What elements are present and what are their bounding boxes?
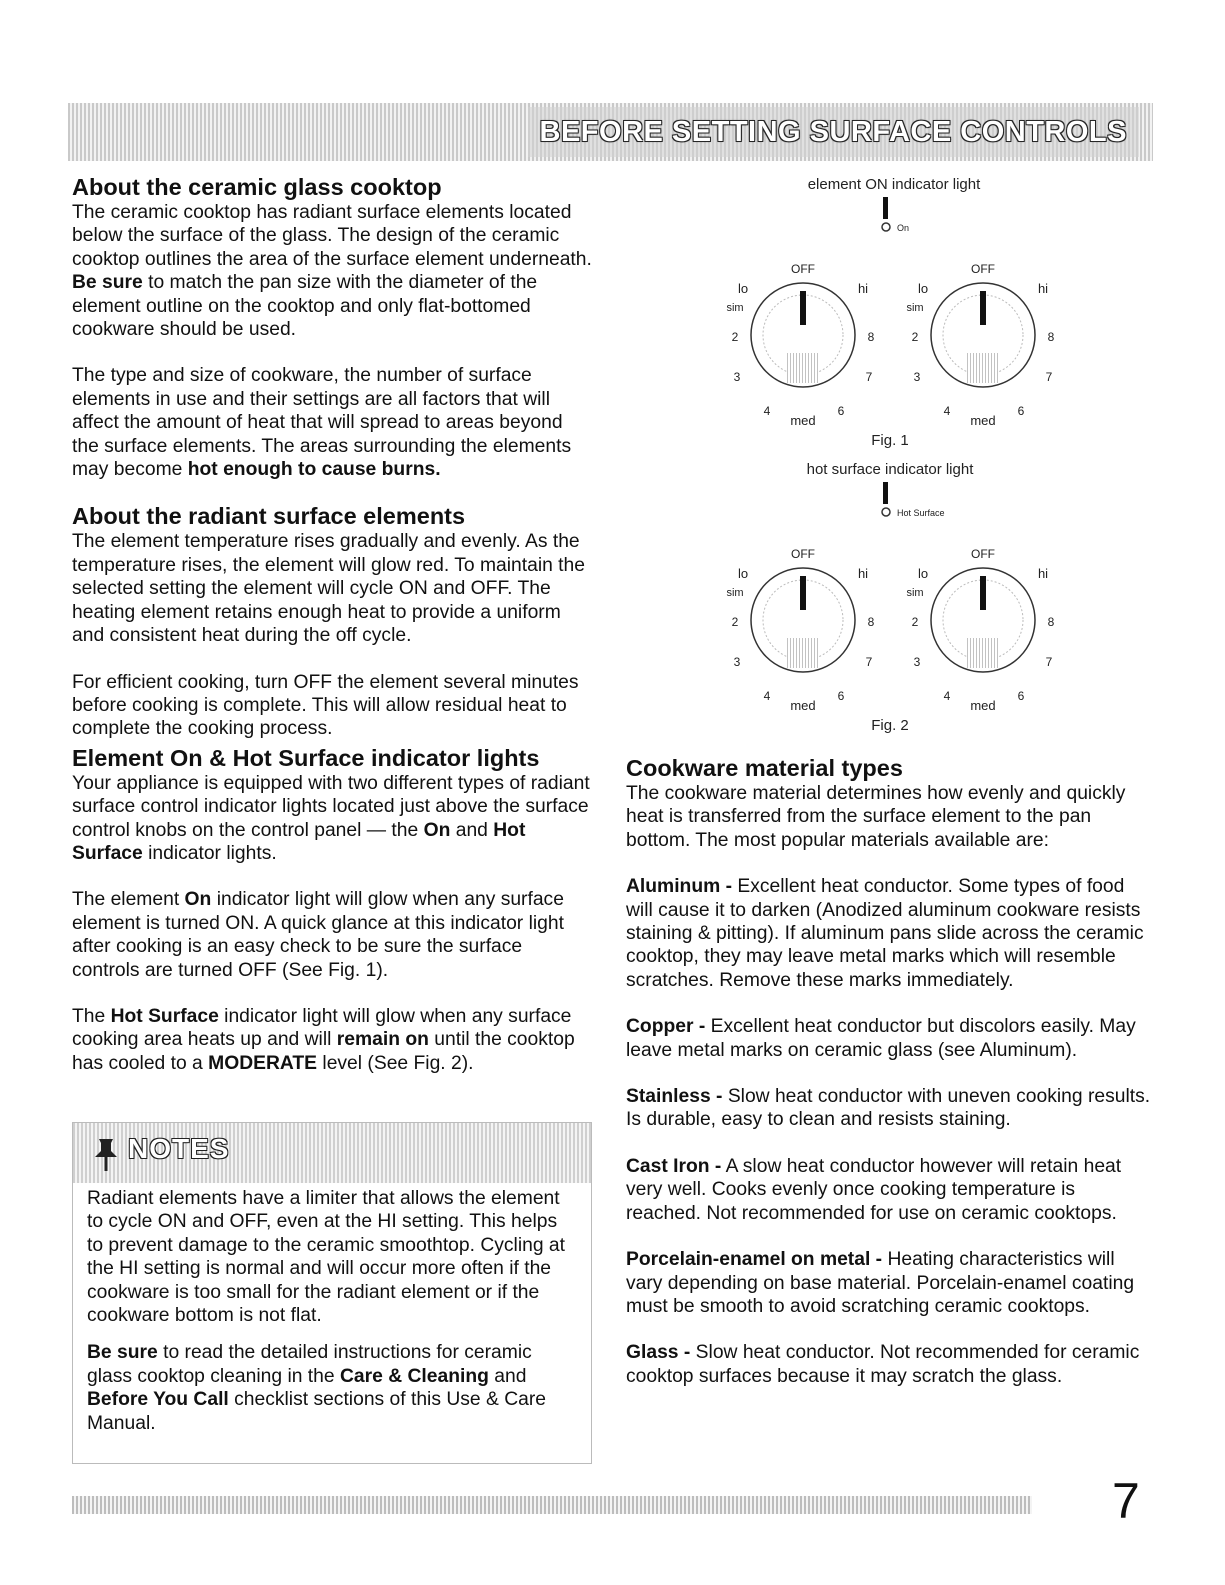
text: to read the detailed instructions for ceramic glass cooktop cleaning in the [87,1342,532,1387]
knob-label-med: med [970,413,996,428]
paragraph [72,201,592,341]
emphasis: On [184,889,212,911]
knob-label-hi: hi [1037,281,1049,296]
heading-ceramic-glass: About the ceramic glass cooktop [72,174,442,200]
material-name: Copper - [626,1016,706,1038]
knob-label-6: 6 [1017,689,1025,703]
material-name: Stainless - [626,1086,723,1108]
emphasis: hot enough to cause burns. [187,459,441,481]
knob-label-hi: hi [1037,566,1049,581]
knob-label-4: 4 [763,689,771,703]
control-knob [726,262,874,428]
material-name: Cast Iron - [626,1155,722,1177]
knob-label-2: 2 [911,615,919,629]
knob-label-lo: lo [737,281,749,296]
figures-area [700,176,1080,734]
material-text: Excellent heat conductor but discolors easily. May leave metal marks on ceramic glass (see Aluminum). [626,1016,1136,1061]
knob-label-lo: lo [737,566,749,581]
control-knob [726,547,874,713]
paragraph: The cookware material determines how evenly and quickly heat is transferred from the surface element to the pan bottom. The most popular materials available are: [626,783,1126,851]
knob-label-3: 3 [913,370,921,384]
notes-title: NOTES [128,1133,230,1164]
knob-label-8: 8 [1047,615,1055,629]
emphasis: Be sure [87,1342,158,1364]
notes-box [72,1122,592,1464]
paragraph: The element temperature rises gradually and evenly. As the temperature rises, the element will glow red. To maintain the selected setting the element will cycle ON and OFF. The heating element retains enough heat to provide a uniform and consistent heat during the off cycle. [72,531,585,647]
fig2-knobs-diagram [700,478,1080,718]
text: checklist sections of this Use & Care Manual. [87,1389,546,1434]
fig2-caption: hot surface indicator light [806,461,974,478]
text: indicator light will glow when any surface element is turned ON. A quick glance at this indicator light after cooking is an easy check to be sure the surface controls are turned OFF (See Fig. 1). [72,889,564,981]
emphasis: On [423,819,451,841]
knob-label-7: 7 [865,655,873,669]
text: The element [72,889,180,911]
knob-label-lo: lo [917,281,929,296]
notes-body [73,1183,591,1435]
fig1-knobs-diagram [700,193,1080,433]
knob-label-4: 4 [943,689,951,703]
text: to match the pan size with the diameter of the element outline on the cooktop and only flat-bottomed cookware should be used. [72,272,538,341]
knob-label-off: OFF [971,262,995,276]
heading-indicator-lights: Element On & Hot Surface indicator lights [72,744,540,771]
heading-radiant-elements: About the radiant surface elements [72,503,466,530]
text: The [72,1005,106,1027]
notes-paragraph: Radiant elements have a limiter that allows the element to cycle ON and OFF, even at the HI setting. This helps to prevent damage to the ceramic smoothtop. Cycling at the HI setting is normal and will occur more often if the cookware is too small for the radiant element or if the cookware bottom is not flat. [87,1188,565,1327]
paragraph [72,888,592,982]
material-item [626,1155,1154,1225]
fig1-label: Fig. 1 [871,432,909,449]
knob-label-8: 8 [1047,330,1055,344]
paragraph [72,772,592,866]
emphasis: Before You Call [87,1389,229,1411]
control-knob [906,262,1054,428]
material-name: Glass - [626,1342,691,1364]
knob-label-6: 6 [837,689,845,703]
emphasis: Care & Cleaning [339,1365,489,1387]
heading-cookware-materials: Cookware material types [626,755,903,781]
indicator-light-icon [882,508,890,516]
knob-label-6: 6 [1017,404,1025,418]
control-knob [906,547,1054,713]
text: The type and size of cookware, the number of surface elements in use and their settings are all factors that will affect the amount of heat that will spread to areas beyond the surface elements. The areas surrounding the elements may become [72,365,572,481]
knob-label-med: med [970,698,996,713]
knob-label-7: 7 [1045,655,1053,669]
left-column [72,173,592,1075]
material-text: Heating characteristics will vary depending on base material. Porcelain-enamel coating must be smooth to avoid scratching ceramic cooktops. [626,1249,1135,1317]
notes-header [73,1123,591,1183]
text: indicator light will glow when any surface cooking area heats up and will [72,1005,572,1051]
material-text: Slow heat conductor with uneven cooking results. Is durable, easy to clean and resists staining. [626,1086,1151,1131]
text: level (See Fig. 2). [322,1052,474,1074]
paragraph [72,364,592,481]
paragraph [72,1005,592,1075]
knob-label-med: med [790,413,816,428]
material-text: Excellent heat conductor. Some types of food will cause it to darken (Anodized aluminum cookware resists staining & pitting). If aluminum pans slide across the ceramic cooktop, they may leave metal marks which will resemble scratches. Remove these marks immediately. [626,876,1144,991]
emphasis: Be sure [72,272,143,294]
notes-paragraph [87,1341,577,1435]
knob-label-2: 2 [731,330,739,344]
knob-label-sim: sim [726,587,744,599]
fig2-label: Fig. 2 [871,717,909,734]
text: Your appliance is equipped with two different types of radiant surface control indicator lights located just above the surface control knobs on the control panel — the [72,772,590,841]
knob-label-sim: sim [906,587,924,599]
emphasis: Hot Surface [110,1005,219,1027]
knob-label-off: OFF [791,547,815,561]
knob-label-sim: sim [726,302,744,314]
knob-label-med: med [790,698,816,713]
page-number: 7 [1112,1473,1140,1529]
knob-label-3: 3 [733,370,741,384]
knob-label-2: 2 [911,330,919,344]
knob-label-hi: hi [857,281,869,296]
right-column [626,754,1154,1388]
section-banner [68,103,1153,161]
knob-label-7: 7 [865,370,873,384]
pushpin-icon [89,1135,123,1178]
footer-bar [72,1496,1032,1514]
material-name: Porcelain-enamel on metal - [626,1249,883,1271]
material-item [626,1085,1154,1132]
indicator-pointer [883,482,888,504]
knob-label-4: 4 [943,404,951,418]
knob-label-8: 8 [867,615,875,629]
knob-label-off: OFF [971,547,995,561]
text: The ceramic cooktop has radiant surface elements located below the surface of the glass. The design of the ceramic cooktop outlines the area of the surface element underneath. [72,202,592,270]
knob-label-7: 7 [1045,370,1053,384]
indicator-light-icon [882,223,890,231]
material-name: Aluminum - [626,876,733,898]
knob-label-3: 3 [733,655,741,669]
indicator-light-label: On [897,223,910,233]
material-item [626,1015,1154,1062]
knob-label-4: 4 [763,404,771,418]
text: and [494,1365,527,1387]
knob-label-6: 6 [837,404,845,418]
banner-title: BEFORE SETTING SURFACE CONTROLS [528,107,1139,157]
text: and [455,819,488,841]
material-item [626,1341,1154,1388]
emphasis: MODERATE [208,1052,318,1074]
text: indicator lights. [148,842,277,864]
knob-label-3: 3 [913,655,921,669]
knob-label-off: OFF [791,262,815,276]
knob-label-sim: sim [906,302,924,314]
emphasis: remain on [336,1029,429,1051]
paragraph: For efficient cooking, turn OFF the element several minutes before cooking is complete. This will allow residual heat to complete the cooking process. [72,671,579,740]
knob-label-8: 8 [867,330,875,344]
indicator-light-label: Hot Surface [897,508,945,518]
knob-label-hi: hi [857,566,869,581]
knob-label-lo: lo [917,566,929,581]
material-text: Slow heat conductor. Not recommended for ceramic cooktop surfaces because it may scratch the glass. [626,1342,1140,1387]
materials-list [626,852,1154,1388]
emphasis: Hot Surface [72,819,526,864]
material-item [626,1248,1154,1318]
fig1-caption: element ON indicator light [807,176,981,193]
indicator-pointer [883,197,888,219]
material-item [626,875,1154,992]
material-text: A slow heat conductor however will retain heat very well. Cooks evenly once cooking temperature is reached. Not recommended for use on ceramic cooktops. [626,1155,1122,1224]
knob-label-2: 2 [731,615,739,629]
text: until the cooktop has cooled to a [72,1029,575,1074]
